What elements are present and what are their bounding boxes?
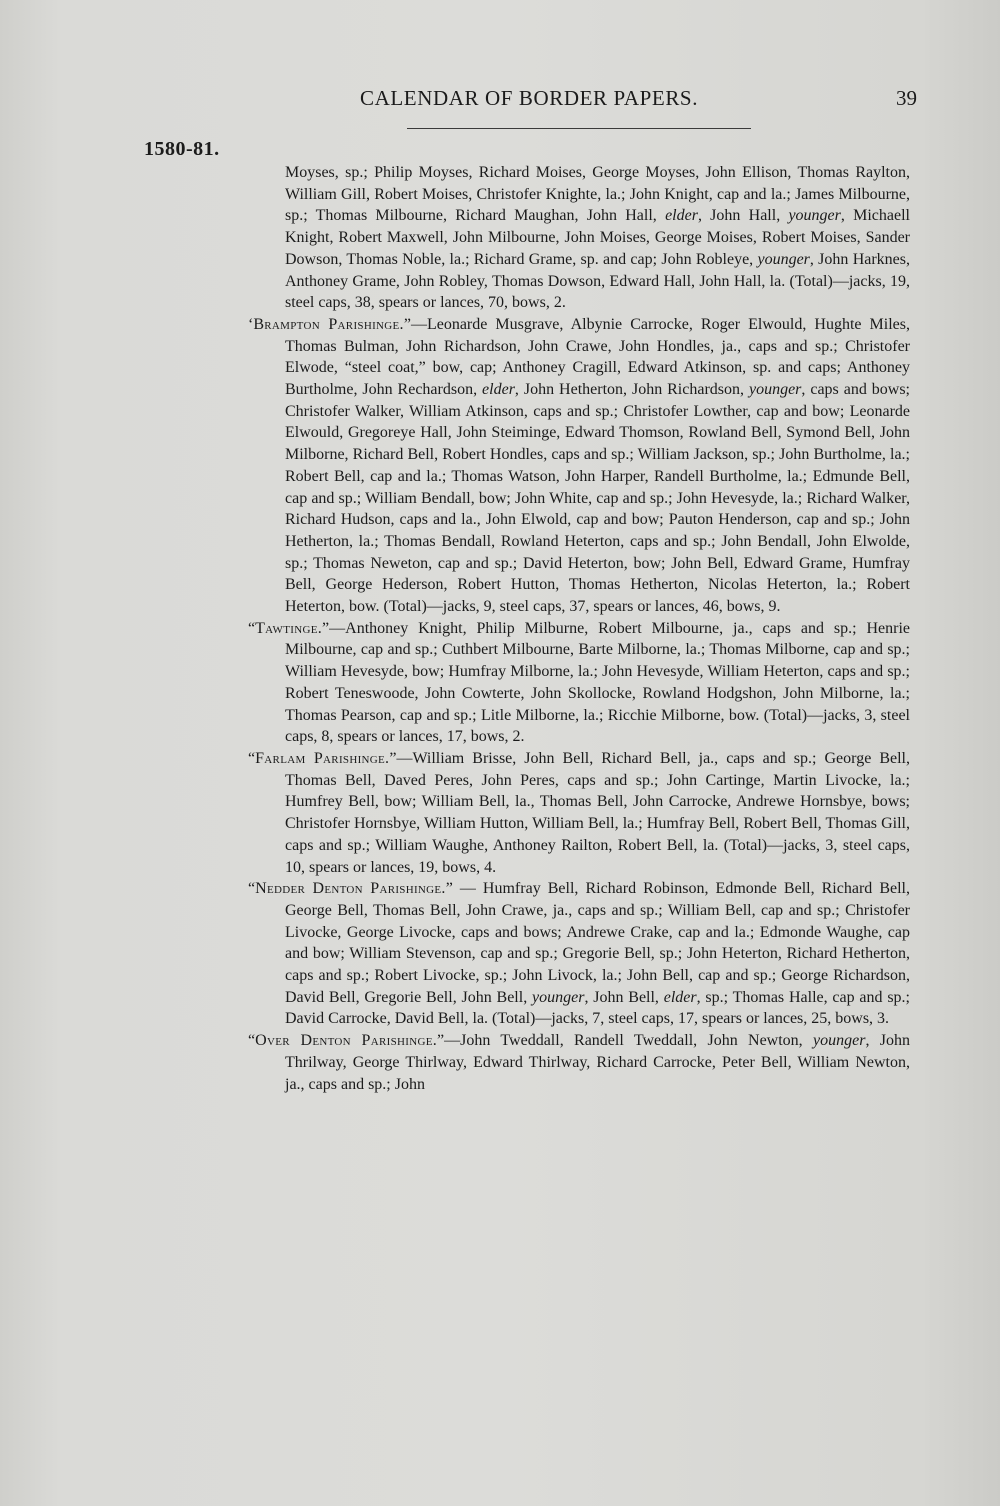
parish-heading: Tawtinge. <box>255 619 323 637</box>
text-segment: ”—John Tweddall, Randell Tweddall, John Newton, <box>437 1032 813 1050</box>
body-text <box>248 162 910 1095</box>
italic-term: younger <box>788 207 841 225</box>
italic-term: younger <box>532 988 585 1006</box>
text-segment: , John Hall, <box>697 207 789 225</box>
text-segment: “ <box>248 1032 256 1050</box>
italic-term: younger <box>757 250 810 268</box>
text-segment: , John Thrilway, George Thirlway, Edward Thirlway, Richard Carrocke, Peter Bell, William Newton, ja., caps and sp.; John <box>285 1032 910 1093</box>
text-segment: , sp.; Thomas Halle, cap and sp.; David Carrocke, David Bell, la. (Total)—jacks, 7, steel caps, 17, spears or lances, 25, bows, 3. <box>285 988 910 1028</box>
parish-heading: Farlam Parishinge. <box>255 749 390 767</box>
text-segment: Moyses, sp.; Philip Moyses, Richard Moises, George Moyses, John Ellison, Thomas Raylton, William Gill, Robert Moises, Christofer Knighte, la.; John Knight, cap and la.; James Milbourne, sp.; Thomas Milbourne, Richard Maughan, John Hall, <box>285 164 910 225</box>
date-range: 1580-81. <box>144 138 220 160</box>
text-segment: ”—Anthoney Knight, Philip Milburne, Robert Milbourne, ja., caps and sp.; Henrie Milbourne, cap and sp.; Cuthbert Milbourne, Barte Milborne, la.; Thomas Milborne, cap and sp.; William Hevesyde, bow; Humfray Milborne, la.; John Hevesyde, William Heterton, caps and sp.; Robert Teneswoode, John Cowterte, John Skollocke, Rowland Hodgshon, John Milborne, la.; Thomas Pearson, cap and sp.; Litle Milborne, la.; Ricchie Milborne, bow. (Total)—jacks, 3, steel caps, 8, spears or lances, 17, bows, 2. <box>285 619 910 746</box>
parish-entry <box>248 748 910 878</box>
parish-entry <box>248 618 910 748</box>
text-segment: “ <box>248 749 256 767</box>
text-segment: , John Harknes, Anthoney Grame, John Robley, Thomas Dowson, Edward Hall, John Hall, la. (Total)—jacks, 19, steel caps, 38, spears or lances, 70, bows, 2. <box>285 250 911 312</box>
parish-heading: Over Denton Parishinge. <box>255 1032 438 1050</box>
text-segment: ”—Leonarde Musgrave, Albynie Carrocke, Roger Elwould, Hughte Miles, Thomas Bulman, John Richardson, John Crawe, John Hondles, ja., caps and sp.; Christofer Elwode, “steel coat,” bow, cap; Anthoney Cragill, Edward Atkinson, sp. and caps; Anthoney Burtholme, John Rechardson, <box>285 315 911 399</box>
header-rule <box>407 128 751 129</box>
text-segment: , Michaell Knight, Robert Maxwell, John Milbourne, John Moises, George Moises, Robert Moises, Sander Dowson, Thomas Noble, la.; Richard Grame, sp. and cap; John Robleye, <box>285 207 911 268</box>
text-segment: , John Bell, <box>584 988 664 1006</box>
continued-paragraph <box>248 162 910 314</box>
text-segment: ‘ <box>248 315 254 333</box>
text-segment: , John Hetherton, John Richardson, <box>514 381 749 399</box>
italic-term: elder <box>665 207 698 225</box>
text-segment: ”—William Brisse, John Bell, Richard Bell, ja., caps and sp.; George Bell, Thomas Bell, Daved Peres, John Peres, caps and sp.; John Cartinge, Martin Livocke, la.; Humfrey Bell, bow; William Bell, la., Thomas Bell, John Carrocke, Andrewe Hornsbye, bows; Christofer Hornsbye, William Hutton, William Bell, la.; Humfray Bell, Robert Bell, Thomas Gill, caps and sp.; William Waughe, Anthoney Railton, Robert Bell, la. (Total)—jacks, 3, steel caps, 10, spears or lances, 19, bows, 4. <box>285 749 910 876</box>
text-segment: ” — Humfray Bell, Richard Robinson, Edmonde Bell, Richard Bell, George Bell, Thomas Bell, John Crawe, ja., caps and sp.; William Bell, cap and sp.; Christofer Livocke, George Livocke, caps and bows; Andrewe Crake, cap and la.; Edmonde Waughe, cap and bow; William Stevenson, cap and sp.; Gregorie Bell, sp.; John Heterton, Richard Hetherton, caps and sp.; Robert Livocke, sp.; John Livock, la.; John Bell, cap and sp.; George Richardson, David Bell, Gregorie Bell, John Bell, <box>285 880 910 1006</box>
italic-term: elder <box>482 381 515 399</box>
text-segment: “ <box>248 880 256 898</box>
italic-term: younger <box>813 1032 866 1050</box>
italic-term: elder <box>663 988 697 1006</box>
italic-term: younger <box>748 381 802 399</box>
page-number: 39 <box>896 86 917 110</box>
text-segment: “ <box>248 619 256 637</box>
parish-entry <box>248 314 910 618</box>
text-segment: , caps and bows; Christofer Walker, William Atkinson, caps and sp.; Christofer Lowther, cap and bow; Leonarde Elwould, Gregoreye Hall, John Steiminge, Edward Thomson, Rowland Bell, Symond Bell, John Milborne, Richard Bell, Robert Hondles, caps and sp.; William Jackson, sp.; John Burtholme, la.; Robert Bell, cap and la.; Thomas Watson, John Harper, Randell Burtholme, la.; Edmunde Bell, cap and sp.; William Bendall, bow; John White, cap and sp.; John Hevesyde, la.; Richard Walker, Richard Hudson, caps and la., John Elwold, cap and bow; Pauton Henderson, cap and sp.; John Hetherton, la.; Thomas Bendall, Rowland Heterton, caps and sp.; John Bendall, John Elwolde, sp.; Thomas Neweton, cap and sp.; David Heterton, bow; John Bell, Edward Grame, Humfray Bell, George Hederson, Robert Hutton, Thomas Hetherton, Nicolas Heterton, la.; Robert Heterton, bow. (Total)—jacks, 9, steel caps, 37, spears or lances, 46, bows, 9. <box>285 381 911 616</box>
parish-entry <box>248 1030 910 1095</box>
page-header <box>0 86 1000 116</box>
parish-entry <box>248 878 910 1030</box>
running-title: CALENDAR OF BORDER PAPERS. <box>360 86 699 110</box>
parish-heading: Nedder Denton Parishinge. <box>255 880 446 898</box>
parish-heading: Brampton Parishinge. <box>253 315 404 333</box>
